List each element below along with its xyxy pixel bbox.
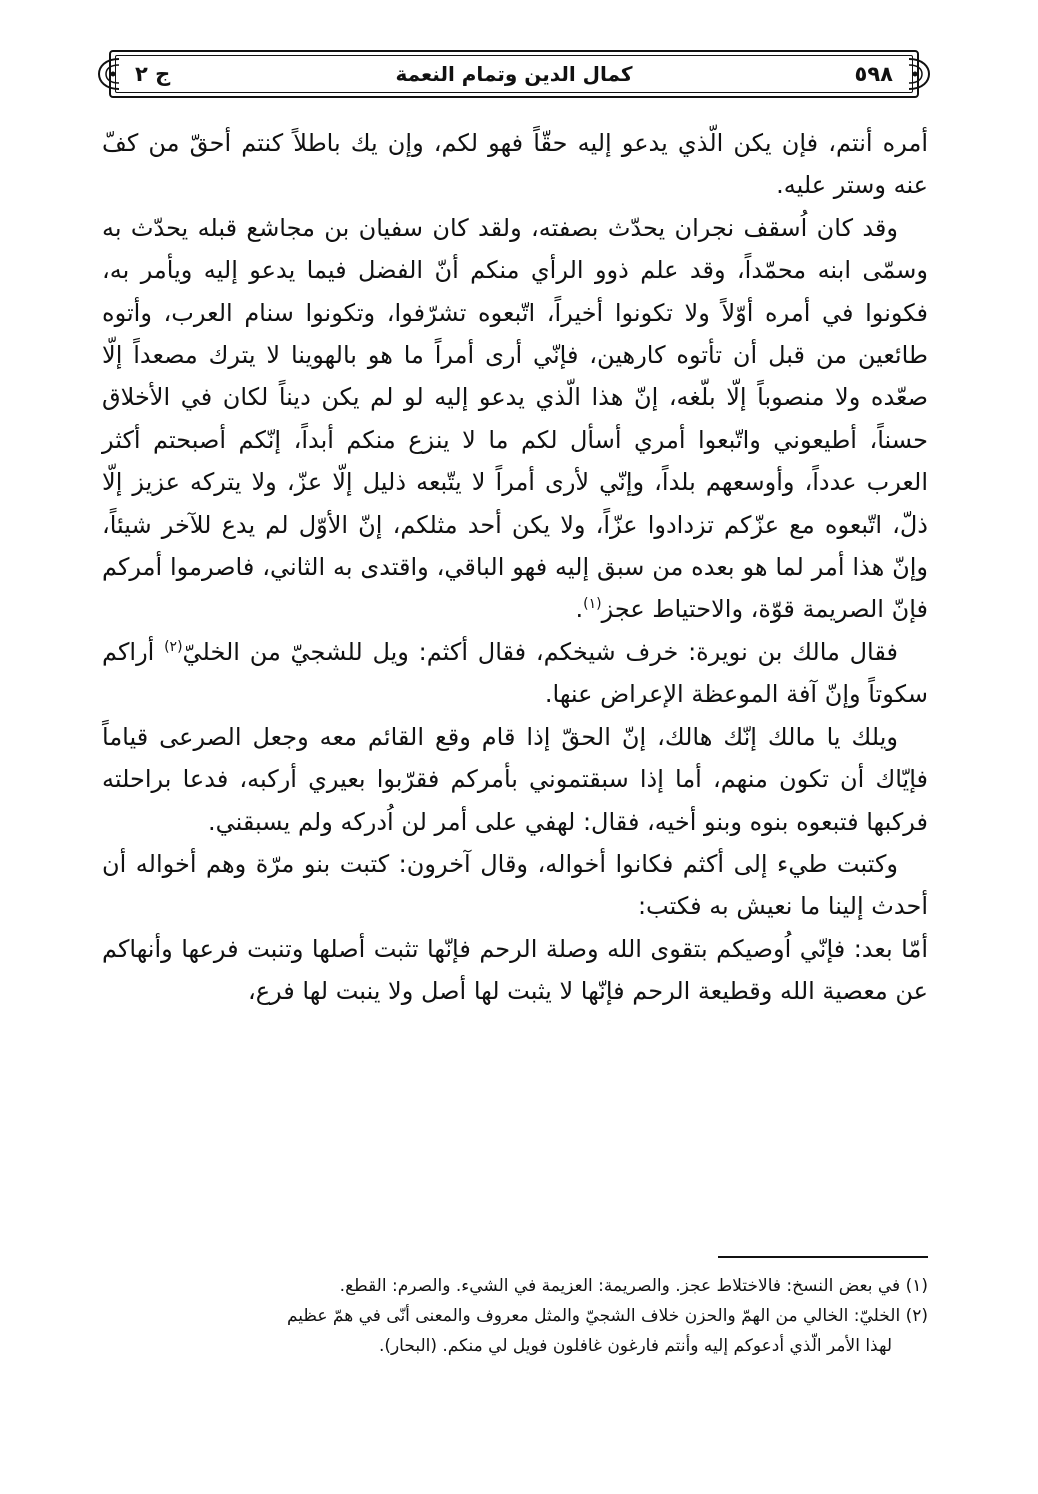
main-text	[102, 122, 928, 1013]
page-number: ٥٩٨	[854, 62, 893, 86]
footnote-ref[interactable]: (٢)	[164, 638, 183, 655]
paragraph: وقد كان اُسقف نجران يحدّث بصفته، ولقد كان سفيان بن مجاشع قبله يحدّث به وسمّى ابنه محمّداً، وقد علم ذوو الرأي منكم أنّ الفضل فيما يدعو إليه ويأمر به، فكونوا في أمره أوّلاً ولا تكونوا أخيراً، اتّبعوه تشرّفوا، وتكونوا سنام العرب، وأتوه طائعين من قبل أن تأتوه كارهين، فإنّي أرى أمراً ما هو بالهوينا لا يترك مصعداً إلّا صعّده ولا منصوباً إلّا بلّغه، إنّ هذا الّذي يدعو إليه لو لم يكن ديناً لكان في الأخلاق حسناً، أطيعوني واتّبعوا أمري أسأل لكم ما لا ينزع منكم أبداً، إنّكم أصبحتم أكثر العرب عدداً، وأوسعهم بلداً، وإنّي لأرى أمراً لا يتّبعه ذليل إلّا عزّ، ولا يتركه عزيز إلّا ذلّ، اتّبعوه مع عزّكم تزدادوا عزّاً، ولا يكن أحد مثلكم، إنّ الأوّل لم يدع للآخر شيئاً، وإنّ هذا أمر لما هو بعده من سبق إليه فهو الباقي، واقتدى به الثاني، فاصرموا أمركم فإنّ الصريمة قوّة، والاحتياط عجز$^{(١)}$.	[102, 213, 928, 624]
footnote-continuation: لهذا الأمر الّذي أدعوكم إليه وأنتم فارغون غافلون فويل لي منكم. (البحار).	[378, 1336, 892, 1356]
paragraph: أمّا بعد: فإنّي اُوصيكم بتقوى الله وصلة الرحم فإنّها تثبت أصلها وتنبت فرعها وأنهاكم عن معصية الله وقطيعة الرحم فإنّها لا يثبت لها أصل ولا ينبت لها فرع،	[102, 934, 928, 1006]
running-title: كمال الدين وتمام النعمة	[395, 62, 633, 86]
paragraph: فقال مالك بن نويرة: خرف شيخكم، فقال أكثم: ويل للشجيّ من الخليّ$^{(٢)}$ أراكم سكوتاً وإنّ آفة الموعظة الإعراض عنها.	[102, 637, 928, 709]
paragraph: أمره أنتم، فإن يكن الّذي يدعو إليه حقّاً فهو لكم، وإن يك باطلاً كنتم أحقّ من كفّ عنه وستر عليه.	[102, 129, 928, 200]
footnote-separator	[718, 1256, 928, 1258]
footnote: (٢) الخليّ: الخالي من الهمّ والحزن خلاف الشجيّ والمثل معروف والمعنى أنّى في همّ عظيم	[286, 1306, 928, 1326]
footnote: (١) في بعض النسخ: فالاختلاط عجز. والصريمة: العزيمة في الشيء. والصرم: القطع.	[339, 1276, 928, 1296]
page-header	[95, 50, 933, 98]
volume-label: ج ٢	[135, 62, 171, 86]
footnotes	[104, 1271, 928, 1361]
paragraph: وكتبت طيء إلى أكثم فكانوا أخواله، وقال آخرون: كتبت بنو مرّة وهم أخواله أن أحدث إلينا ما نعيش به فكتب:	[102, 849, 928, 921]
footnote-ref[interactable]: (١)	[583, 596, 602, 613]
paragraph: ويلك يا مالك إنّك هالك، إنّ الحقّ إذا قام وقع القائم معه وجعل الصرعى قياماً فإيّاك أن تكون منهم، أما إذا سبقتموني بأمركم فقرّبوا بعيري أركبه، فدعا براحلته فركبها فتبعوه بنوه وبنو أخيه، فقال: لهفي على أمر لن اُدركه ولم يسبقني.	[102, 722, 928, 836]
